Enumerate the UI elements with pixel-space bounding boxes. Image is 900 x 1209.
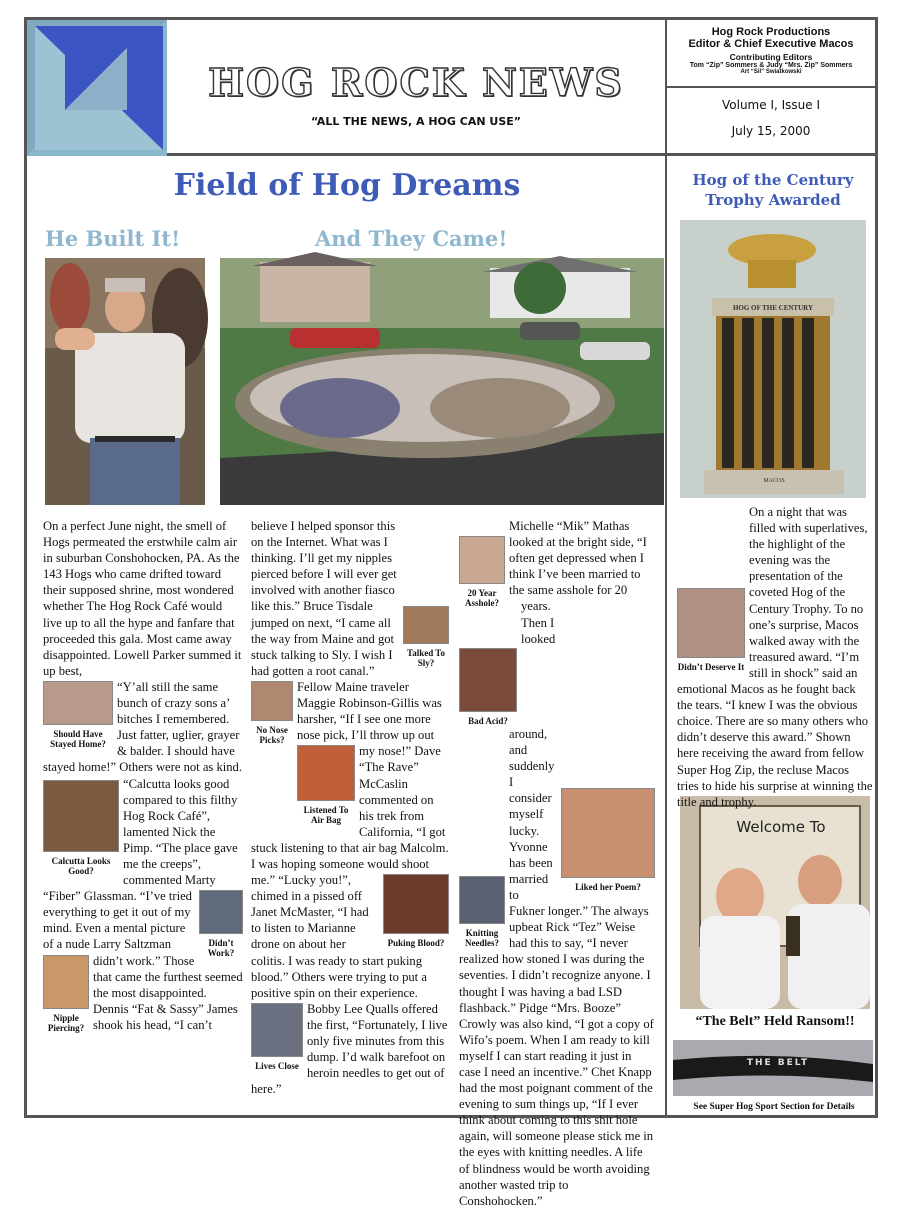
article-paragraph: On a perfect June night, the smell of Hogs permeated the erstwhile calm air in suburban Conshohocken, PA. As the 143 Hogs who came drifted toward their supposed shrine, most wondered whether The Hog Rock Café would live up to all the hype and fanfare that proceeded this gala. Most came away disappointed. Lowell Parker summed it up best, <box>43 519 242 678</box>
article-paragraph: that came the furthest seemed the most disappointed. Dennis “Fat & Sassy” James shook his head, “I can’t <box>93 969 243 1032</box>
trophy-photo <box>680 220 866 498</box>
masthead <box>167 20 665 156</box>
thumb-photo <box>459 876 505 924</box>
thumb-nipple <box>43 955 89 1033</box>
thumb-caption: Didn’t Work? <box>207 938 235 959</box>
thumb-caption: Didn’t Deserve It <box>677 662 745 672</box>
thumb-photo <box>251 1003 303 1057</box>
thumb-talked <box>403 606 449 668</box>
issue-date: July 15, 2000 <box>731 124 811 138</box>
trophy-plate-label: HOG OF THE CENTURY <box>732 304 814 312</box>
article-paragraph: Michelle “Mik” Mathas looked at the bright side, “I often get depressed when I think I’ve been married to the same asshole for 20 years. Then I looked around, and suddenly I consider myself lucky. Yvonne has been married to Fukner longer.” The always upbeat Rick “Tez” Weise had this to say, “I never realized how stoned I was during the seventies. I didn’t recognize anyone. I thought I was having a bad LSD flashback.” Pidge “Mrs. Booze” Crowly was also kind, “I got a copy of Wifo’s poem. When I am ready to kill myself I can start reading it just in case I need an incentive.” Chet Knapp had the most poignant comment of the evening to sum things up, “If I ever think about coming to this shit hole again, will someone please stick me in the eyes with knitting needles. A life of blindness would be worth avoiding another wasted trip to Conshohocken.” <box>459 519 654 1208</box>
thumb-photo <box>403 606 449 644</box>
thumb-photo <box>251 681 293 721</box>
thumb-photo <box>43 681 113 725</box>
presentation-photo <box>680 796 870 1009</box>
belt-footer: See Super Hog Sport Section for Details <box>693 1102 855 1112</box>
thumb-liked-poem <box>561 788 655 892</box>
article-paragraph: “Calcutta looks good compared to this filthy Hog Rock Café”, lamented Nick the Pimp. “The place gave me the creeps”, commented Marty “Fiber” <box>43 776 238 904</box>
article-column-1 <box>43 518 243 1118</box>
right-subheadline: And They Came! <box>315 226 508 251</box>
thumb-didnt-deserve <box>677 588 745 672</box>
article-column-3 <box>459 518 655 1208</box>
credits-line: Hog Rock Productions <box>711 26 831 38</box>
article-paragraph: “Y’all still the same bunch of crazy sons a’ bitches I remembered. Just fatter, uglier, grayer & balder. I should have stayed home!” Others were not as kind. <box>43 679 242 775</box>
thumb-photo <box>383 874 449 934</box>
left-subheadline: He Built It! <box>45 226 181 251</box>
sign-label: Welcome To <box>736 818 826 836</box>
thumb-photo <box>43 780 119 852</box>
article-paragraph: “Lucky you!”, chimed in a pissed off Janet McMaster, “I had to listen to Marianne drone on about her colitis. I was ready to start puking blood.” Others were trying to put a positive spin on their experience. <box>251 873 427 1000</box>
thumb-caption: Liked her Poem? <box>575 882 641 892</box>
thumb-caption: Bad Acid? <box>468 716 508 726</box>
thumb-bad-acid <box>459 648 517 726</box>
thumb-caption: Knitting Needles? <box>465 928 499 948</box>
thumb-caption: Listened To Air Bag <box>303 805 349 826</box>
article-paragraph: On a night that was filled with superlatives, the highlight of the evening was the presentation of the coveted Hog of the Century Trophy. To no one’s surprise, Macos walked away with the treasured award. “I’m still in shock” said an emotional Macos as he fought back the tears. “I knew I was the obvious choice. There are so many others who didn’t deserve this award.” Shown here receiving the award from fellow Super Hog Zip, the recluse Macos tries to hide his surprise at winning the title and trophy. <box>677 505 873 809</box>
crowd-photo <box>220 258 664 505</box>
credits-line: Tom “Zip” Sommers & Judy “Mrs. Zip” Sommers <box>689 62 853 69</box>
credits-panel <box>665 20 875 156</box>
thumb-caption: Calcutta Looks Good? <box>51 855 111 876</box>
thumb-caption: Lives Close <box>255 1060 299 1071</box>
thumb-twenty-year <box>459 536 505 608</box>
thumb-didnt-work <box>199 890 243 958</box>
article-paragraph: “The Rave” McCaslin commented on his trek from California, “I got stuck listening to that air bag Malcolm. I was hoping someone would shoot me.” <box>251 760 449 888</box>
article-paragraph: believe I helped sponsor this on the Internet. What was I thinking. I’ll get my nipples pierced before I will ever get involved with another fiasco like this.” Bruce Tisdale jumped on next, “I came all the way from Maine and got stuck talking to Sly. I wish I had gotten a root canal.” Fellow <box>251 519 397 694</box>
thumb-caption: Should Have Stayed Home? <box>50 728 106 749</box>
credits <box>667 20 875 88</box>
thumb-photo <box>297 745 355 801</box>
logo <box>27 20 167 156</box>
side-headline: Hog of the Century Trophy Awarded <box>692 171 854 209</box>
thumb-photo <box>459 648 517 712</box>
credits-line: Contributing Editors <box>729 52 813 62</box>
thumb-caption: Puking Blood? <box>387 938 445 949</box>
thumb-caption: Nipple Piercing? <box>47 1012 85 1033</box>
article-paragraph: Bobby Lee Qualls offered the first, “Fortunately, I live only five minutes from this dump. I’d walk barefoot on heroin needles to get out of here.” <box>251 1001 448 1097</box>
masthead-title: HOG ROCK NEWS <box>208 60 624 105</box>
thumb-caption: Talked To Sly? <box>407 648 445 668</box>
main-headline: Field of Hog Dreams <box>173 168 521 203</box>
belt-headline: “The Belt” Held Ransom!! <box>695 1014 855 1029</box>
belt-photo <box>673 1040 873 1096</box>
thumb-caption: 20 Year Asshole? <box>464 588 499 608</box>
thumb-photo <box>199 890 243 934</box>
thumb-knitting <box>459 876 505 948</box>
thumb-no-nose <box>251 681 293 745</box>
thumb-photo <box>459 536 505 584</box>
thumb-photo <box>561 788 655 878</box>
thumb-lives-close <box>251 1003 303 1071</box>
column-divider <box>665 156 667 1118</box>
credits-line: Editor & Chief Executive Macos <box>688 38 854 50</box>
article-paragraph: Maine traveler Maggie Robinson-Gillis was harsher, “If I see one more nose pick, I’ll throw up out my nose!” Dave <box>297 679 442 759</box>
thumb-calcutta <box>43 780 119 876</box>
thumb-puking <box>383 874 449 948</box>
thumb-photo <box>43 955 89 1009</box>
thumb-caption: No Nose Picks? <box>256 724 288 745</box>
man-photo <box>45 258 205 505</box>
newsletter-page <box>24 17 878 1208</box>
belt-text: THE BELT <box>746 1058 810 1068</box>
article-column-2 <box>251 518 449 1118</box>
issue-volume: Volume I, Issue I <box>722 98 820 112</box>
masthead-motto: “ALL THE NEWS, A HOG CAN USE” <box>311 115 521 128</box>
thumb-listened <box>297 745 355 825</box>
side-article <box>677 504 873 809</box>
trophy-name-label: MACOS <box>763 478 785 484</box>
thumb-photo <box>677 588 745 658</box>
credits-line: Art “Sil” Swiatkowski <box>740 69 802 75</box>
thumb-should-have <box>43 681 113 749</box>
article-paragraph: Glassman. “I’ve tried everything to get it out of my mind. Even a mental picture of a nude Larry Saltzman didn’t work.” Those <box>43 889 195 968</box>
